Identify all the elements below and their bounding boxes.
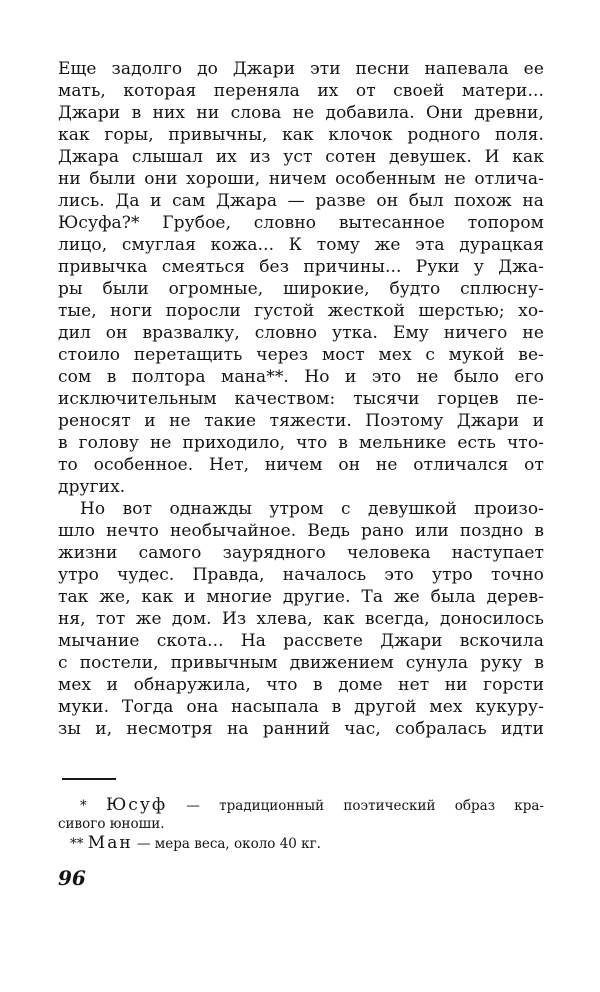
text-line: зы и, несмотря на ранний час, собралась идти [58,719,544,739]
footnote-2-mark: ** [70,836,84,852]
page-number: 96 [58,866,86,890]
text-line: то особенное. Нет, ничем он не отличался от [58,455,544,475]
footnote-1-mark: * [80,798,87,814]
footnote-2-term: Ман [87,833,133,853]
text-line: Еще задолго до Джари эти песни напевала ее [58,59,544,79]
text-line: с постели, привычным движением сунула руку в [58,653,544,673]
text-line: утро чудес. Правда, началось это утро точно [58,565,544,585]
text-line: мычание скота... На рассвете Джари вскочила [58,631,544,651]
text-line: Джари в них ни слова не добавила. Они древни, [58,103,544,123]
footnote-1 [58,796,544,815]
text-line: муки. Тогда она насыпала в другой мех кукуру- [58,697,544,717]
footnote-1-term: Юсуф [106,795,168,815]
text-line: тые, ноги поросли густой жесткой шерстью; хо- [58,301,544,321]
text-line: ня, тот же дом. Из хлева, как всегда, доносилось [58,609,544,629]
footnote-2 [58,834,544,853]
text-line: жизни самого заурядного человека наступает [58,543,544,563]
footnotes [58,796,544,853]
footnote-divider [62,778,116,780]
text-line: привычка смеяться без причины... Руки у Джа- [58,257,544,277]
text-line: мать, которая переняла их от своей матери... [58,81,544,101]
text-line: стоило перетащить через мост мех с мукой ве- [58,345,544,365]
text-line: сом в полтора мана**. Но и это не было его [58,367,544,387]
text-line: так же, как и многие другие. Та же была дерев- [58,587,544,607]
text-line: ры были огромные, широкие, будто сплюсну- [58,279,544,299]
footnote-1-continuation: сивого юноши. [58,816,165,832]
text-line: других. [58,477,126,497]
text-line: шло нечто необычайное. Ведь рано или поздно в [58,521,544,541]
text-line: в голову не приходило, что в мельнике есть что- [58,433,544,453]
text-line: Джара слышал их из уст сотен девушек. И как [58,147,544,167]
text-line: лись. Да и сам Джара — разве он был похож на [58,191,544,211]
text-line: как горы, привычны, как клочок родного поля. [58,125,544,145]
text-line: мех и обнаружила, что в доме нет ни горсти [58,675,544,695]
body-text [58,58,544,740]
text-line: ни были они хороши, ничем особенным не отлича- [58,169,544,189]
text-line: Юсуфа?* Грубое, словно вытесанное топором [58,213,544,233]
footnote-2-text: — мера веса, около 40 кг. [136,836,321,852]
text-line: реносят и не такие тяжести. Поэтому Джари и [58,411,544,431]
text-line-paragraph-start: Но вот однажды утром с девушкой произо- [80,499,544,519]
text-line: исключительным качеством: тысячи горцев пе- [58,389,544,409]
text-line: лицо, смуглая кожа... К тому же эта дурацкая [58,235,544,255]
footnote-1-text: — традиционный поэтический образ кра- [186,798,544,814]
text-line: дил он вразвалку, словно утка. Ему ничего не [58,323,544,343]
